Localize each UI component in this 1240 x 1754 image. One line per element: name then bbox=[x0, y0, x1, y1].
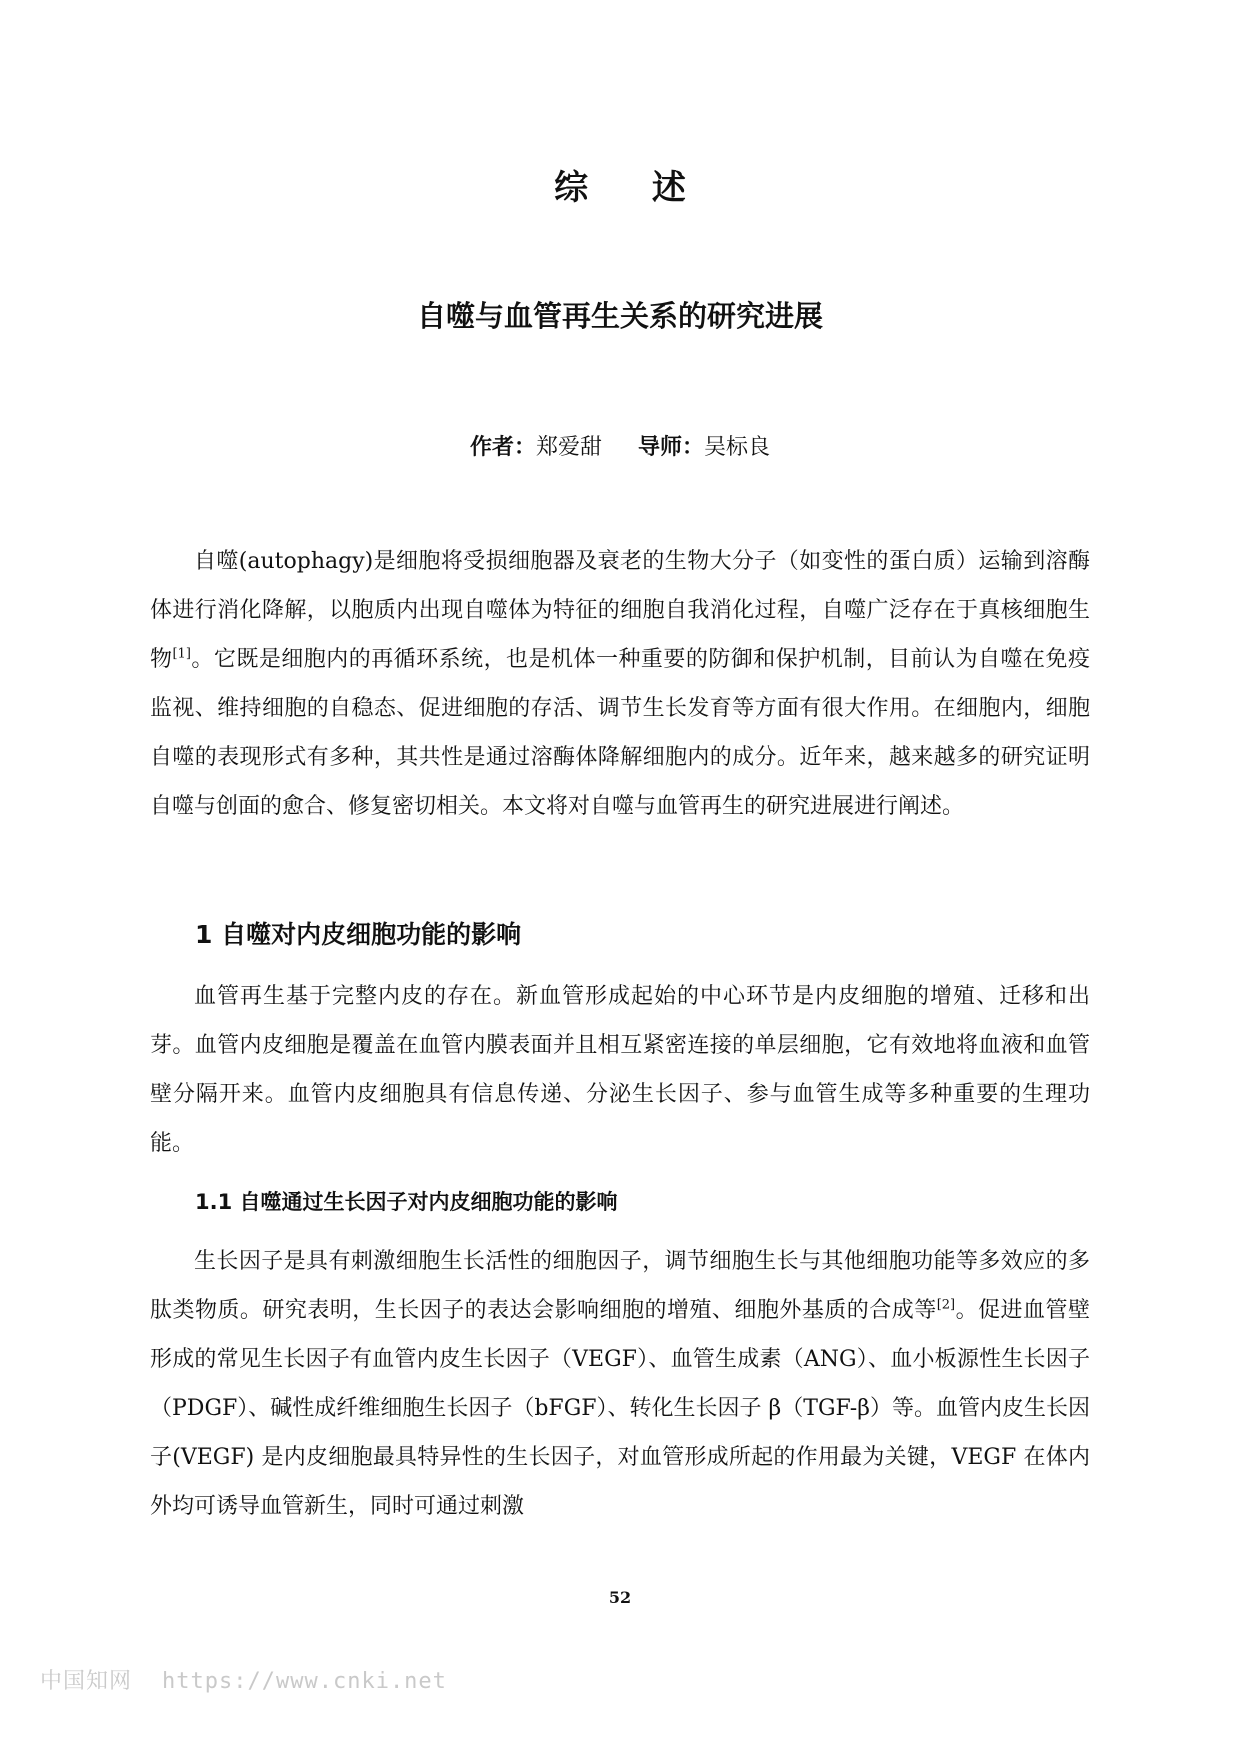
author-label: 作者： bbox=[469, 435, 536, 460]
intro-text-a: 自噬(autophagy)是细胞将受损细胞器及衰老的生物大分子（如变性的蛋白质）运输到溶酶体进行消化降解，以胞质内出现自噬体为特征的细胞自我消化过程，自噬广泛存在于真核细胞生物 bbox=[150, 549, 1090, 672]
author-name: 郑爱甜 bbox=[535, 435, 602, 460]
section-label: 综 述 bbox=[554, 168, 712, 208]
advisor-name: 吴标良 bbox=[704, 435, 771, 460]
byline bbox=[0, 430, 1240, 461]
citation-ref: [2] bbox=[936, 1297, 956, 1313]
subsection-text-b: 。促进血管壁形成的常见生长因子有血管内皮生长因子（VEGF）、血管生成素（ANG）、血小板源性生长因子（PDGF）、碱性成纤维细胞生长因子（bFGF）、转化生长因子 β（TGF-β）等。血管内皮生长因子(VEGF) 是内皮细胞最具特异性的生长因子，对血管形成所起的作用最为关键，VEGF 在体内外均可诱导血管新生，同时可通过刺激 bbox=[150, 1298, 1090, 1519]
section-heading: 1 自噬对内皮细胞功能的影响 bbox=[195, 920, 522, 949]
watermark-url: https://www.cnki.net bbox=[162, 1669, 447, 1694]
article-title: 自噬与血管再生关系的研究进展 bbox=[416, 299, 823, 333]
page-number: 52 bbox=[608, 1588, 632, 1607]
subsection-paragraph bbox=[150, 1237, 1090, 1531]
section1-paragraph bbox=[150, 972, 1090, 1168]
citation-ref: [1] bbox=[172, 646, 191, 662]
watermark bbox=[40, 1664, 447, 1695]
subsection-heading: 1.1 自噬通过生长因子对内皮细胞功能的影响 bbox=[195, 1190, 618, 1214]
watermark-brand: 中国知网 bbox=[40, 1669, 133, 1694]
advisor-label: 导师： bbox=[638, 435, 705, 460]
subsection-text-a: 生长因子是具有刺激细胞生长活性的细胞因子，调节细胞生长与其他细胞功能等多效应的多肽类物质。研究表明，生长因子的表达会影响细胞的增殖、细胞外基质的合成等 bbox=[150, 1249, 1090, 1323]
intro-text-b: 。它既是细胞内的再循环系统，也是机体一种重要的防御和保护机制，目前认为自噬在免疫监视、维持细胞的自稳态、促进细胞的存活、调节生长发育等方面有很大作用。在细胞内，细胞自噬的表现形式有多种，其共性是通过溶酶体降解细胞内的成分。近年来，越来越多的研究证明自噬与创面的愈合、修复密切相关。本文将对自噬与血管再生的研究进展进行阐述。 bbox=[150, 647, 1090, 819]
section1-text: 血管再生基于完整内皮的存在。新血管形成起始的中心环节是内皮细胞的增殖、迁移和出芽。血管内皮细胞是覆盖在血管内膜表面并且相互紧密连接的单层细胞，它有效地将血液和血管壁分隔开来。血管内皮细胞具有信息传递、分泌生长因子、参与血管生成等多种重要的生理功能。 bbox=[150, 984, 1090, 1156]
intro-paragraph bbox=[150, 537, 1090, 831]
